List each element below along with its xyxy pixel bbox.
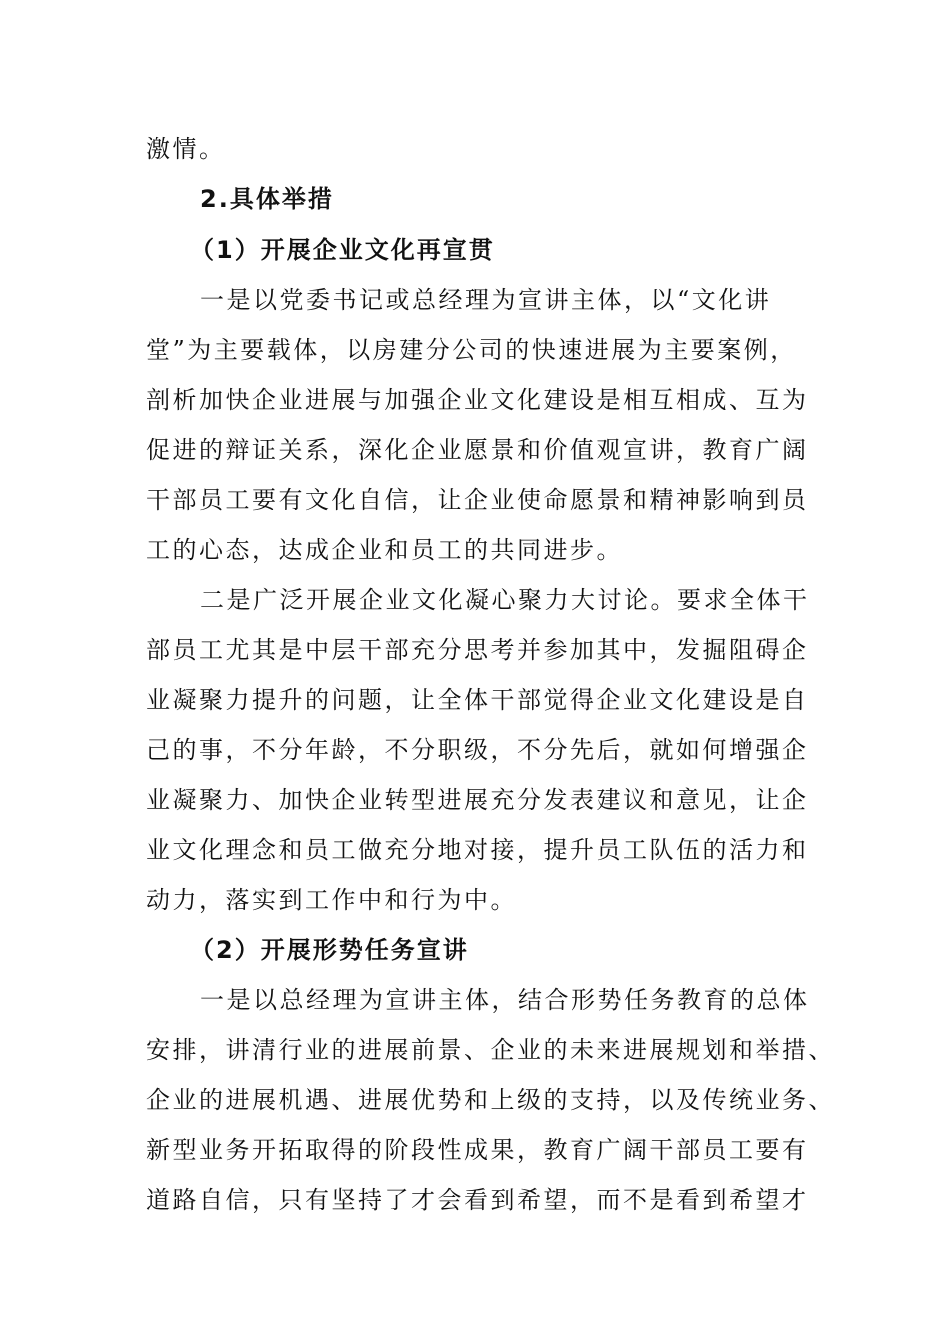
body-text-line: 业凝聚力提升的问题，让全体干部觉得企业文化建设是自 xyxy=(146,686,809,714)
body-text-line: 业文化理念和员工做充分地对接，提升员工队伍的活力和 xyxy=(146,836,809,864)
body-text-line: 一是以党委书记或总经理为宣讲主体，以“文化讲 xyxy=(200,286,772,314)
subsection-heading: （1）开展企业文化再宣贯 xyxy=(190,236,495,264)
body-text-line: 己的事，不分年龄，不分职级，不分先后，就如何增强企 xyxy=(146,736,809,764)
body-text-line: 二是广泛开展企业文化凝心聚力大讨论。要求全体干 xyxy=(200,586,810,614)
body-text-line: 工的心态，达成企业和员工的共同进步。 xyxy=(146,536,623,564)
body-text-line: 堂”为主要载体，以房建分公司的快速进展为主要案例， xyxy=(146,336,797,364)
body-text-line: 促进的辩证关系，深化企业愿景和价值观宣讲，教育广阔 xyxy=(146,436,809,464)
body-text-line: 安排，讲清行业的进展前景、企业的未来进展规划和举措、 xyxy=(146,1036,835,1064)
body-text-line: 企业的进展机遇、进展优势和上级的支持，以及传统业务、 xyxy=(146,1086,835,1114)
body-text-line: 动力，落实到工作中和行为中。 xyxy=(146,886,517,914)
body-text-line: 业凝聚力、加快企业转型进展充分发表建议和意见，让企 xyxy=(146,786,809,814)
body-text-line: 新型业务开拓取得的阶段性成果，教育广阔干部员工要有 xyxy=(146,1136,809,1164)
body-text-line: 部员工尤其是中层干部充分思考并参加其中，发掘阻碍企 xyxy=(146,636,809,664)
body-text-line: 干部员工要有文化自信，让企业使命愿景和精神影响到员 xyxy=(146,486,809,514)
body-text-line: 激情。 xyxy=(146,135,226,163)
body-text-line: 道路自信，只有坚持了才会看到希望，而不是看到希望才 xyxy=(146,1186,809,1214)
body-text-line: 剖析加快企业进展与加强企业文化建设是相互相成、互为 xyxy=(146,386,809,414)
subsection-heading: （2）开展形势任务宣讲 xyxy=(190,936,469,964)
section-heading: 2.具体举措 xyxy=(200,185,334,213)
body-text-line: 一是以总经理为宣讲主体，结合形势任务教育的总体 xyxy=(200,986,810,1014)
